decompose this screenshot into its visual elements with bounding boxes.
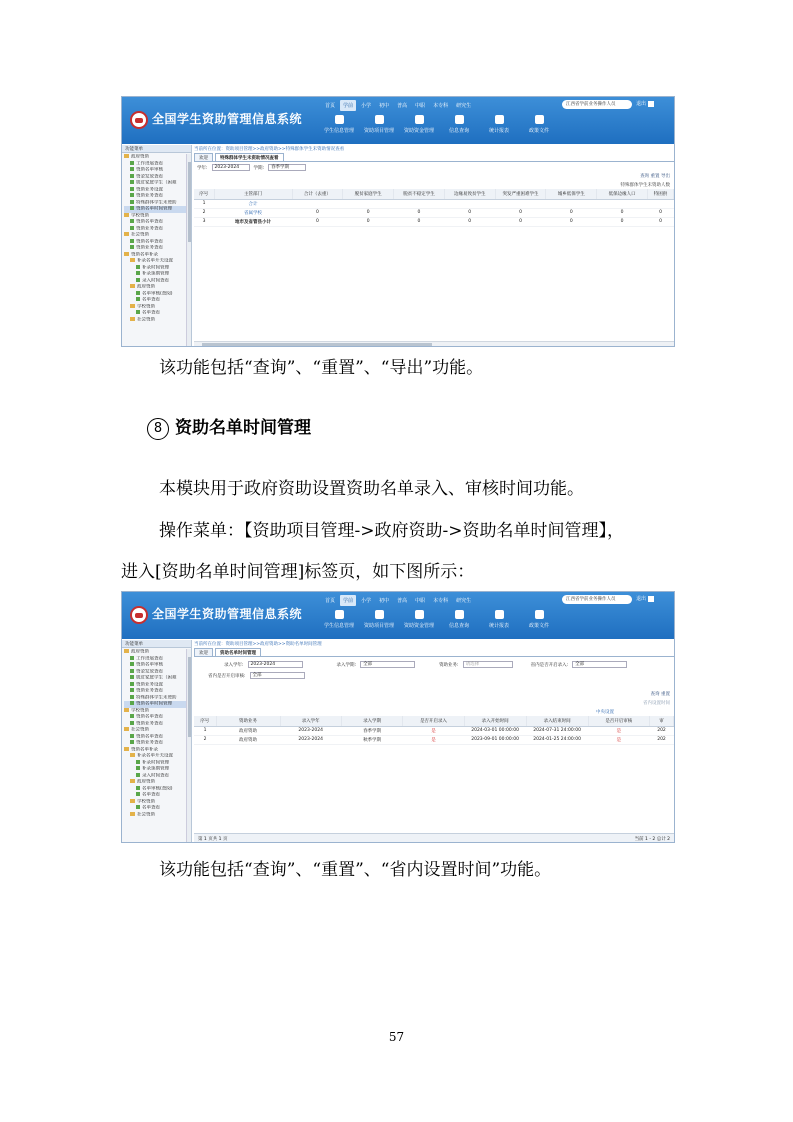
sidebar-item[interactable] <box>124 317 189 324</box>
sidebar-item-label: 补录时间管理 <box>142 265 169 270</box>
sidebar-item-label: 补录名单开关设置 <box>137 753 173 759</box>
chart-icon <box>495 610 504 619</box>
page-icon <box>136 773 140 777</box>
briefcase-icon <box>375 610 384 619</box>
business-label: 资助业务: <box>439 662 459 668</box>
sidebar-item-label: 资助业务设置 <box>136 682 163 687</box>
cell: 0 <box>597 208 648 217</box>
sidebar-item-label: 资助名单审核 <box>136 167 163 173</box>
search-icon <box>455 115 464 124</box>
exit-label: 退出 <box>636 596 647 602</box>
top-link[interactable]: 小学 <box>361 598 372 604</box>
cell: 是 <box>588 735 649 744</box>
page-icon <box>136 805 140 809</box>
sidebar-item-label: 资助业务查看 <box>136 721 163 726</box>
sidebar-item-label: 学校资助 <box>131 708 149 713</box>
cell: 地市及省管县小计 <box>214 217 292 226</box>
sidebar-item-label: 补录时间管理 <box>142 760 169 765</box>
top-link[interactable]: 普高 <box>397 598 408 604</box>
column-header: 录入学期 <box>341 716 402 726</box>
folder-icon <box>130 753 135 757</box>
sidebar-item-label: 资助名单查看 <box>136 734 163 739</box>
folder-icon <box>130 317 135 321</box>
filter-row-2 <box>194 670 674 681</box>
sidebar <box>122 640 192 842</box>
column-header: 突发严重困难学生 <box>495 189 546 199</box>
app-title: 全国学生资助管理信息系统 <box>152 112 303 126</box>
page-icon <box>130 695 134 699</box>
toolbar[interactable]: 查询 重置 <box>650 692 670 697</box>
exit-button[interactable] <box>636 100 660 109</box>
folder-icon <box>130 258 135 262</box>
nav-item[interactable] <box>522 610 556 629</box>
year-label: 学年: <box>197 165 208 171</box>
account-select[interactable]: 江西省学前业务操作人员 <box>562 100 632 109</box>
table-row[interactable] <box>194 208 674 217</box>
sidebar-item-label: 政府资助 <box>137 779 155 785</box>
money-icon <box>415 115 424 124</box>
column-header: 脱贫家庭学生 <box>343 189 394 199</box>
cell: 2024-07-31 24:00:00 <box>526 726 588 735</box>
screenshot-list-time-management <box>121 591 675 843</box>
page-icon <box>136 786 140 790</box>
column-header: 序号 <box>194 716 216 726</box>
nav-label: 政策文件 <box>528 128 549 134</box>
users-icon <box>335 115 344 124</box>
page-icon <box>130 167 134 171</box>
cell: 202 <box>650 726 674 735</box>
nav-item[interactable] <box>322 610 356 629</box>
column-group-label: 中央设置 <box>596 710 614 715</box>
column-header: 是否开启录入 <box>403 716 464 726</box>
cell: 2024-01-25 24:00:00 <box>526 735 588 744</box>
column-header: 资助业务 <box>216 716 280 726</box>
folder-icon <box>124 708 129 712</box>
sidebar-item-label: 资助业务查看 <box>136 688 163 694</box>
page-icon <box>130 180 134 184</box>
cell: 政府资助 <box>216 735 280 744</box>
cell: 0 <box>444 208 495 217</box>
cell: 2023-2024 <box>280 735 341 744</box>
page-icon <box>130 239 134 243</box>
sidebar-item-label: 录入时间查看 <box>142 773 169 778</box>
sidebar-item-label: 社会资助 <box>137 812 155 817</box>
sidebar-item-label: 特殊群体学生未资助 <box>136 200 177 205</box>
nav-item[interactable] <box>402 115 436 134</box>
cell: 是 <box>403 726 464 735</box>
top-link[interactable]: 小学 <box>361 103 372 109</box>
sidebar-item-label: 资金发放查看 <box>136 669 163 674</box>
sidebar-item-label: 资助名单审核 <box>136 662 163 668</box>
menu-tree <box>122 153 191 324</box>
tab-strip <box>194 648 674 657</box>
main-nav <box>322 115 556 134</box>
cell: 0 <box>394 217 445 226</box>
page-icon <box>136 310 140 314</box>
nav-label: 学生信息管理 <box>323 623 354 629</box>
table-header-row <box>194 189 674 199</box>
tab-welcome[interactable]: 欢迎 <box>194 153 213 161</box>
tab-strip <box>194 153 674 162</box>
column-header: 是否开启审核 <box>588 716 649 726</box>
table-header-row <box>194 716 674 726</box>
cell-link[interactable]: 合计 <box>214 199 292 208</box>
sidebar-item-label: 社会资助 <box>131 232 149 238</box>
cell: 2023-09-01 00:00:00 <box>464 735 526 744</box>
paragraph: 该功能包括“查询”、“重置”、“导出”功能。 <box>159 358 484 378</box>
page-icon <box>136 265 140 269</box>
page-icon <box>136 271 140 275</box>
nav-label: 信息查询 <box>448 128 469 134</box>
year-select[interactable]: 2023-2024 <box>212 164 250 171</box>
column-header: 录入结束时间 <box>526 716 588 726</box>
sidebar-item-label: 政府资助 <box>137 284 155 290</box>
filter-row-1 <box>194 659 674 670</box>
cell: 春季学期 <box>341 726 402 735</box>
column-header: 合计（去重） <box>292 189 343 199</box>
sidebar-item-label: 资助名单时间管理 <box>136 701 172 707</box>
page-icon <box>130 187 134 191</box>
nav-item[interactable] <box>402 610 436 629</box>
document-icon <box>535 115 544 124</box>
document-icon <box>535 610 544 619</box>
top-link[interactable]: 本专科 <box>433 103 449 109</box>
data-table <box>194 189 674 227</box>
sidebar-item-label: 资助名单时间管理 <box>136 206 172 212</box>
nav-label: 资助项目管理 <box>363 623 394 629</box>
folder-icon <box>124 649 129 653</box>
sidebar-item-label: 脱贫家庭学生（困难 <box>136 180 177 186</box>
pagination-bar <box>194 833 674 842</box>
column-header: 边缘易致贫学生 <box>444 189 495 199</box>
page-icon <box>136 792 140 796</box>
cell: 2024-03-01 00:00:00 <box>464 726 526 735</box>
sidebar-item-label: 政府资助 <box>131 154 149 160</box>
app-header <box>122 592 674 639</box>
sidebar-item-label: 资助名单补录 <box>131 747 158 752</box>
term-label: 学期: <box>253 165 265 171</box>
cell: 0 <box>648 208 674 217</box>
paragraph: 进入[资助名单时间管理]标签页，如下图所示： <box>121 562 475 582</box>
sidebar-item-label: 特殊群体学生未资助 <box>136 695 177 700</box>
page-icon <box>130 734 134 738</box>
app-title: 全国学生资助管理信息系统 <box>152 607 303 621</box>
sidebar-item-label: 资助业务设置 <box>136 187 163 192</box>
top-link[interactable]: 研究生 <box>456 103 472 109</box>
page-icon <box>130 669 134 673</box>
cell: 0 <box>292 208 343 217</box>
main-panel <box>194 153 674 346</box>
pager-summary: 当前 1 - 2 总计 2 <box>634 837 670 842</box>
tab-active[interactable]: 资助名单时间管理 <box>215 648 261 656</box>
province-set-time-button[interactable]: 省内设置时间 <box>643 701 670 706</box>
filter-bar <box>194 162 674 173</box>
page-icon <box>130 226 134 230</box>
paragraph: 本模块用于政府资助设置资助名单录入、审核时间功能。 <box>159 479 584 499</box>
page-icon <box>136 297 140 301</box>
exit-label: 退出 <box>636 101 647 107</box>
folder-icon <box>124 747 129 751</box>
top-link[interactable]: 首页 <box>325 598 336 604</box>
account-select[interactable]: 江西省学前业务操作人员 <box>562 595 632 604</box>
top-links <box>322 595 474 606</box>
nav-label: 资助项目管理 <box>363 128 394 134</box>
cell: 202 <box>650 735 674 744</box>
top-link[interactable]: 本专科 <box>433 598 449 604</box>
cell: 0 <box>343 208 394 217</box>
sidebar-item-label: 名单审核(查阅) <box>142 291 173 296</box>
table-row[interactable] <box>194 199 674 208</box>
sidebar-item-label: 资金发放查看 <box>136 174 163 179</box>
folder-icon <box>124 154 129 158</box>
sidebar-item[interactable] <box>124 812 189 819</box>
cell: 0 <box>292 217 343 226</box>
sidebar-item-label: 资助名单查看 <box>136 219 163 225</box>
page-icon <box>130 714 134 718</box>
page-icon <box>130 721 134 725</box>
folder-icon <box>124 232 129 236</box>
folder-icon <box>130 284 135 288</box>
money-icon <box>415 610 424 619</box>
nav-item[interactable] <box>362 610 396 629</box>
sidebar-item-label: 名单查看 <box>142 297 160 303</box>
folder-icon <box>124 213 129 217</box>
sidebar-item-label: 学校资助 <box>137 799 155 804</box>
page-icon <box>130 740 134 744</box>
cell: 2023-2024 <box>280 726 341 735</box>
sidebar-scrollbar[interactable] <box>186 154 191 346</box>
entry-year-label: 录入学年: <box>224 662 244 668</box>
nav-item[interactable] <box>482 610 516 629</box>
sidebar-item-label: 资助业务查看 <box>136 740 163 746</box>
entry-year-select[interactable]: 2023-2024 <box>248 661 303 668</box>
main-nav <box>322 610 556 629</box>
sidebar-item-label: 名单查看 <box>142 792 160 798</box>
nav-label: 信息查询 <box>448 623 469 629</box>
cell: 0 <box>546 208 597 217</box>
cell: 0 <box>597 217 648 226</box>
horizontal-scrollbar[interactable] <box>194 341 674 346</box>
page-icon <box>130 200 134 204</box>
nav-label: 资助资金管理 <box>403 623 434 629</box>
table-title: 特殊群体学生未资助人数 <box>620 183 670 188</box>
top-link[interactable]: 学前 <box>340 595 356 606</box>
sidebar-item-label: 补录延期管理 <box>142 271 169 277</box>
exit-button[interactable] <box>636 595 660 604</box>
nav-label: 统计报表 <box>488 128 509 134</box>
cell: 政府资助 <box>216 726 280 735</box>
nav-label: 学生信息管理 <box>323 128 354 134</box>
page-icon <box>130 682 134 686</box>
page-icon <box>130 701 134 705</box>
toolbar[interactable]: 查询 重置 导出 <box>640 174 670 179</box>
sidebar-item-label: 政府资助 <box>131 649 149 655</box>
page-icon <box>130 219 134 223</box>
term-select[interactable]: 春季学期 <box>268 164 306 171</box>
folder-icon <box>124 252 129 256</box>
sidebar <box>122 145 192 346</box>
screenshot-unfunded-special-students <box>121 96 675 347</box>
users-icon <box>335 610 344 619</box>
folder-icon <box>124 727 129 731</box>
cell: 2 <box>194 208 214 217</box>
column-header: 录入学年 <box>280 716 341 726</box>
sidebar-item-label: 资助名单查看 <box>136 714 163 720</box>
cell: 秋季学期 <box>341 735 402 744</box>
nav-label: 统计报表 <box>488 623 509 629</box>
page-icon <box>130 245 134 249</box>
section-heading <box>147 417 311 440</box>
page-icon <box>136 766 140 770</box>
paragraph: 该功能包括“查询”、“重置”、“省内设置时间”功能。 <box>159 860 552 880</box>
cell: 0 <box>495 217 546 226</box>
cell-link[interactable]: 省属学校 <box>214 208 292 217</box>
page-icon <box>130 688 134 692</box>
column-header: 录入开始时间 <box>464 716 526 726</box>
sidebar-item-label: 录入时间查看 <box>142 278 169 283</box>
nav-item[interactable] <box>522 115 556 134</box>
sidebar-item-label: 社会资助 <box>131 727 149 733</box>
top-link[interactable]: 中职 <box>415 598 426 604</box>
business-select[interactable]: 请选择 <box>463 661 513 668</box>
table-row[interactable] <box>194 726 674 735</box>
sidebar-item-label: 学校资助 <box>131 213 149 218</box>
nav-item[interactable] <box>442 115 476 134</box>
breadcrumb: 当前所在位置：资助项目管理>>政府资助>>特殊群体学生未资助情况查看 <box>194 147 345 152</box>
nav-item[interactable] <box>322 115 356 134</box>
page-icon <box>136 291 140 295</box>
page-icon <box>130 161 134 165</box>
entry-term-select[interactable]: 全部 <box>360 661 415 668</box>
cell: 0 <box>546 217 597 226</box>
briefcase-icon <box>375 115 384 124</box>
entry-term-label: 录入学期: <box>336 662 357 668</box>
sidebar-item-label: 学校资助 <box>137 304 155 309</box>
sidebar-item-label: 资助名单查看 <box>136 239 163 244</box>
folder-icon <box>130 779 135 783</box>
top-link[interactable]: 初中 <box>379 103 390 109</box>
page-icon <box>130 662 134 666</box>
page-icon <box>130 174 134 178</box>
top-link[interactable]: 研究生 <box>456 598 472 604</box>
column-header: 脱贫不稳定学生 <box>394 189 445 199</box>
exit-icon <box>648 101 654 107</box>
sidebar-item-label: 资助业务查看 <box>136 245 163 251</box>
folder-icon <box>130 799 135 803</box>
sidebar-item-label: 名单审核(查阅) <box>142 786 173 791</box>
nav-label: 资助资金管理 <box>403 128 434 134</box>
cell: 3 <box>194 217 214 226</box>
paragraph: 操作菜单：【资助项目管理->政府资助->资助名单时间管理】， <box>159 521 624 541</box>
app-logo-icon <box>130 606 148 624</box>
column-header: 城乡低保学生 <box>546 189 597 199</box>
tab-welcome[interactable]: 欢迎 <box>194 648 213 656</box>
app-header <box>122 97 674 144</box>
sidebar-item-label: 名单查看 <box>142 805 160 811</box>
chart-icon <box>495 115 504 124</box>
cell: 0 <box>648 217 674 226</box>
cell: 0 <box>444 217 495 226</box>
menu-tree <box>122 648 191 819</box>
column-header: 审 <box>650 716 674 726</box>
column-header: 特困供 <box>648 189 674 199</box>
cell: 0 <box>495 208 546 217</box>
top-link[interactable]: 首页 <box>325 103 336 109</box>
circled-number: 8 <box>147 418 169 440</box>
sidebar-item-label: 工作进展查看 <box>136 656 163 661</box>
exit-icon <box>648 596 654 602</box>
sidebar-item-label: 补录延期管理 <box>142 766 169 772</box>
sidebar-item-label: 工作进展查看 <box>136 161 163 166</box>
page-icon <box>136 760 140 764</box>
sidebar-item-label: 社会资助 <box>137 317 155 322</box>
page-icon <box>130 656 134 660</box>
sidebar-item-label: 名单查看 <box>142 310 160 316</box>
sidebar-header: 功能菜单 <box>122 145 191 153</box>
sidebar-scrollbar[interactable] <box>186 649 191 842</box>
cell: 2 <box>194 735 216 744</box>
cell: 1 <box>194 726 216 735</box>
column-header: 序号 <box>194 189 214 199</box>
tab-active[interactable]: 特殊群体学生未资助情况查看 <box>215 153 284 161</box>
nav-item[interactable] <box>442 610 476 629</box>
table-row[interactable] <box>194 735 674 744</box>
column-header: 主管部门 <box>214 189 292 199</box>
cell: 是 <box>588 726 649 735</box>
section-heading-text: 资助名单时间管理 <box>175 418 311 438</box>
prov-entry-select[interactable]: 全部 <box>572 661 627 668</box>
nav-label: 政策文件 <box>528 623 549 629</box>
top-link[interactable]: 初中 <box>379 598 390 604</box>
top-link[interactable]: 普高 <box>397 103 408 109</box>
prov-audit-select[interactable]: 全部 <box>250 672 305 679</box>
cell: 是 <box>403 735 464 744</box>
main-panel <box>194 648 674 842</box>
breadcrumb: 当前所在位置：资助项目管理>>政府资助>>资助名单时间管理 <box>194 642 322 647</box>
page-icon <box>136 278 140 282</box>
folder-icon <box>130 304 135 308</box>
pager-nav[interactable]: 第 1 页共 1 页 <box>198 837 228 842</box>
top-links <box>322 100 474 111</box>
prov-audit-label: 省内是否开启审核: <box>208 673 246 679</box>
prov-entry-label: 省内是否开启录入: <box>530 662 569 668</box>
top-link[interactable]: 学前 <box>340 100 356 111</box>
app-logo-icon <box>130 111 148 129</box>
data-table <box>194 716 674 745</box>
sidebar-item-label: 补录名单开关设置 <box>137 258 173 264</box>
sidebar-item-label: 资助业务查看 <box>136 193 163 199</box>
nav-item[interactable] <box>362 115 396 134</box>
sidebar-item-label: 资助业务查看 <box>136 226 163 231</box>
cell: 1 <box>194 199 214 208</box>
page-icon <box>130 675 134 679</box>
folder-icon <box>130 812 135 816</box>
cell: 0 <box>343 217 394 226</box>
nav-item[interactable] <box>482 115 516 134</box>
sidebar-item-label: 资助名单补录 <box>131 252 158 257</box>
column-header: 低保边缘人口 <box>597 189 648 199</box>
cell: 0 <box>394 208 445 217</box>
top-link[interactable]: 中职 <box>415 103 426 109</box>
sidebar-item-label: 脱贫家庭学生（困难 <box>136 675 177 681</box>
page-icon <box>130 193 134 197</box>
sidebar-header: 功能菜单 <box>122 640 191 648</box>
page-number: 57 <box>388 1030 405 1044</box>
page-icon <box>130 206 134 210</box>
search-icon <box>455 610 464 619</box>
table-row[interactable] <box>194 217 674 226</box>
